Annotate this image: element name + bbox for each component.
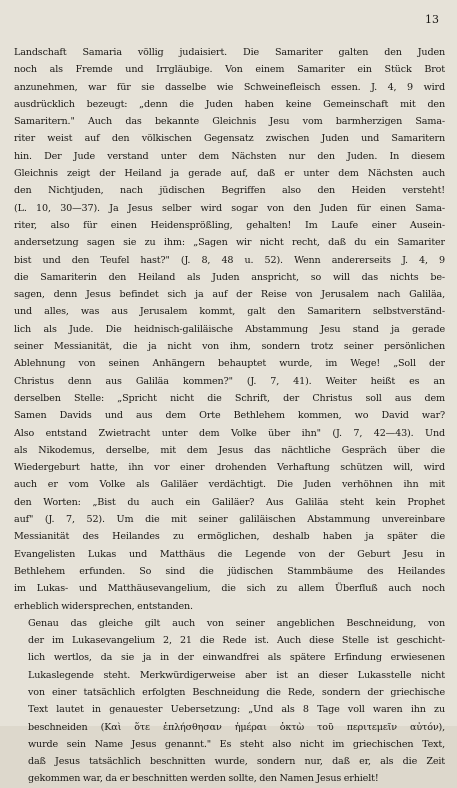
text-line: bist und den Teufel hast?" (J. 8, 48 u. 52). Wenn andererseits J. 4, 9 [14,254,445,266]
text-line: Landschaft Samaria völlig judaisiert. Die Samariter galten den Juden [14,47,445,58]
text-line: Lukaslegende steht. Merkwürdigerweise aber ist an dieser Lukasstelle nicht [28,669,445,681]
text-line: beschneiden (Καὶ ὅτε ἐπλήσθησαν ἡμέραι ὀκτὼ τοῦ περιτεμεῖν αὐτόν), [28,721,445,733]
text-line: Text lautet in genauester Uebersetzung: „Und als 8 Tage voll waren ihn zu [28,704,445,716]
text-line: Evangelisten Lukas und Matthäus die Legende von der Geburt Jesu in [14,548,445,560]
body-text [14,44,445,788]
text-line: auch er vom Volke als Galiläer verdächtigt. Die Juden verhöhnen ihn mit [14,479,445,491]
paragraph [14,44,445,615]
text-line: lich als Jude. Die heidnisch-galiläische Abstammung Jesu stand ja gerade [14,323,445,335]
text-line: Samaritern." Auch das bekannte Gleichnis Jesu vom barmherzigen Sama- [14,116,445,128]
text-line: den Nichtjuden, nach jüdischen Begriffen also den Heiden versteht! [14,185,445,197]
text-line: Gleichnis zeigt der Heiland ja gerade auf, daß er unter dem Nächsten auch [14,168,445,180]
text-line: Ablehnung von seinen Anhängern behauptet wurde, im Wege! „Soll der [14,358,445,370]
text-line: sagen, denn Jesus befindet sich ja auf der Reise von Jerusalem nach Galiläa, [14,289,445,301]
text-line: gekommen war, da er beschnitten werden sollte, den Namen Jesus erhielt! [28,773,379,785]
text-line: Bethlehem erfunden. So sind die jüdischen Stammbäume des Heilandes [14,565,445,577]
text-line: riter, also für einen Heidensprößling, gehalten! Im Laufe einer Ausein- [14,219,445,231]
paragraph [14,615,445,788]
text-line: noch als Fremde und Irrgläubige. Von einem Samariter ein Stück Brot [14,64,445,76]
text-line: andersetzung sagen sie zu ihm: „Sagen wir nicht recht, daß du ein Samariter [14,237,445,249]
text-line: der im Lukasevangelium 2, 21 die Rede ist. Auch diese Stelle ist geschicht- [28,635,445,647]
text-line: und alles, was aus Jerusalem kommt, galt den Samaritern selbstverständ- [14,306,445,318]
text-line: (L. 10, 30—37). Ja Jesus selber wird sogar von den Juden für einen Sama- [14,202,445,214]
text-line: derselben Stelle: „Spricht nicht die Schrift, der Christus soll aus dem [14,392,445,404]
text-line: Samen Davids und aus dem Orte Bethlehem kommen, wo David war? [14,410,445,422]
text-line: seiner Messianität, die ja nicht von ihm, sondern trotz seiner persönlichen [14,341,445,353]
text-line: anzunehmen, war für sie dasselbe wie Schweinefleisch essen. J. 4, 9 wird [14,81,445,93]
page-number: 13 [425,13,439,26]
text-line: Genau das gleiche gilt auch von seiner angeblichen Beschneidung, von [28,617,445,629]
text-line: ausdrücklich bezeugt: „denn die Juden haben keine Gemeinschaft mit den [14,98,445,110]
text-line: lich wertlos, da sie ja in der einwandfrei als spätere Erfindung erwiesenen [28,652,445,664]
text-line: Also entstand Zwietracht unter dem Volke über ihn" (J. 7, 42—43). Und [14,427,445,439]
text-line: hin. Der Jude verstand unter dem Nächsten nur den Juden. In diesem [14,150,445,162]
text-line: Wiedergeburt hatte, ihn vor einer drohenden Verhaftung schützen will, wird [14,462,445,474]
text-line: Christus denn aus Galiläa kommen?" (J. 7, 41). Weiter heißt es an [14,375,445,387]
text-line: riter weist auf den völkischen Gegensatz zwischen Juden und Samaritern [14,133,445,145]
text-line: Messianität des Heilandes zu ermöglichen, deshalb haben ja später die [14,531,445,543]
text-line: daß Jesus tatsächlich beschnitten wurde, sondern nur, daß er, als die Zeit [28,756,445,768]
text-line: erheblich widersprechen, entstanden. [14,600,193,612]
text-line: die Samariterin den Heiland als Juden anspricht, so will das nichts be- [14,271,445,283]
text-line: als Nikodemus, derselbe, mit dem Jesus das nächtliche Gespräch über die [14,444,445,456]
text-line: wurde sein Name Jesus genannt." Es steht also nicht im griechischen Text, [28,738,445,750]
text-line: auf" (J. 7, 52). Um die mit seiner galiläischen Abstammung unvereinbare [14,514,445,526]
text-line: von einer tatsächlich erfolgten Beschneidung die Rede, sondern der griechische [28,686,445,698]
text-line: im Lukas- und Matthäusevangelium, die sich zu allem Überfluß auch noch [14,583,445,595]
text-line: den Worten: „Bist du auch ein Galiläer? Aus Galiläa steht kein Prophet [14,496,445,508]
